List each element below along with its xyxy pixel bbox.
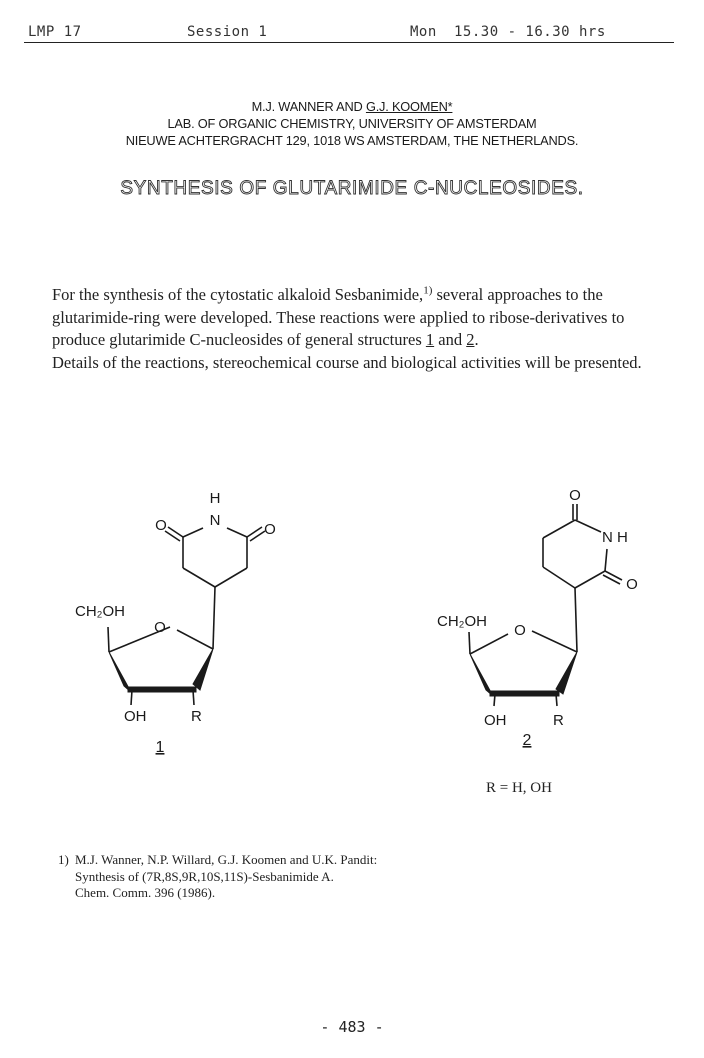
corresponding-author: G.J. KOOMEN* <box>365 99 453 114</box>
structure-1-number: 1 <box>155 739 165 756</box>
structure-1-labels <box>75 490 276 756</box>
session-day: Mon <box>410 24 437 40</box>
abstract-paragraph-2: Details of the reactions, stereochemical course and biological activities will be presented. <box>52 352 642 372</box>
page-number: - 483 - <box>320 1018 384 1036</box>
s1-h-label: H <box>209 490 221 507</box>
s1-ring-o-label: O <box>154 619 166 636</box>
s2-oh-label: OH <box>484 712 507 729</box>
reference-title: Synthesis of (7R,8S,9R,10S,11S)-Sesbanimide A. <box>75 868 334 884</box>
s2-nh-label: N H <box>602 529 628 546</box>
s1-r-label: R <box>191 708 202 725</box>
reference-footnote <box>58 852 618 902</box>
affiliation-line-2: NIEUWE ACHTERGRACHT 129, 1018 WS AMSTERDAM, THE NETHERLANDS. <box>125 133 579 148</box>
structure-2-wedges <box>470 652 577 696</box>
session-label: Session 1 <box>187 24 268 40</box>
footnote-ref: 1) <box>423 284 433 297</box>
s1-oh-label: OH <box>124 708 147 725</box>
paper-title: SYNTHESIS OF GLUTARIMIDE C-NUCLEOSIDES. <box>120 178 584 199</box>
reference-journal: Chem. Comm. 396 (1986). <box>75 885 216 900</box>
s2-ring-o-label: O <box>514 622 526 639</box>
s2-r-label: R <box>553 712 564 729</box>
s1-n-label: N <box>209 512 221 529</box>
r-group-definition: R = H, OH <box>486 780 552 796</box>
structure-1 <box>108 527 265 705</box>
reference-authors: M.J. Wanner, N.P. Willard, G.J. Koomen and U.K. Pandit: <box>75 852 378 867</box>
author-block <box>0 98 704 149</box>
author-names: M.J. WANNER AND G.J. KOOMEN* <box>251 99 453 114</box>
structure-ref-2: 2 <box>466 330 475 349</box>
structure-2 <box>469 504 622 706</box>
s1-o-left-label: O <box>155 517 167 534</box>
abstract-paragraph-1: For the synthesis of the cytostatic alkaloid Sesbanimide,$^{1)}$ several approaches to the glutarimide-ring were developed. These reactions were applied to ribose-derivatives to produce glutarimide C-nucleosides of general structures 1 and 2. <box>52 284 625 349</box>
reference-number: 1) <box>58 852 69 867</box>
s2-o-right-label: O <box>626 576 638 593</box>
affiliation-line-1: LAB. OF ORGANIC CHEMISTRY, UNIVERSITY OF AMSTERDAM <box>167 116 537 131</box>
structure-2-number: 2 <box>522 732 532 749</box>
s1-o-right-label: O <box>264 521 276 538</box>
s2-ch2oh-label: CH₂OH <box>437 613 487 630</box>
abstract-code: LMP 17 <box>28 24 82 40</box>
session-header <box>24 24 674 43</box>
structure-2-labels <box>437 487 638 749</box>
s1-ch2oh-label: CH₂OH <box>75 603 125 620</box>
s2-o-top-label: O <box>569 487 581 504</box>
structure-ref-1: 1 <box>425 330 435 349</box>
abstract-body <box>52 284 652 374</box>
chemical-structures <box>0 470 704 810</box>
structure-1-wedges <box>109 649 213 692</box>
session-time: 15.30 - 16.30 hrs <box>454 24 606 40</box>
